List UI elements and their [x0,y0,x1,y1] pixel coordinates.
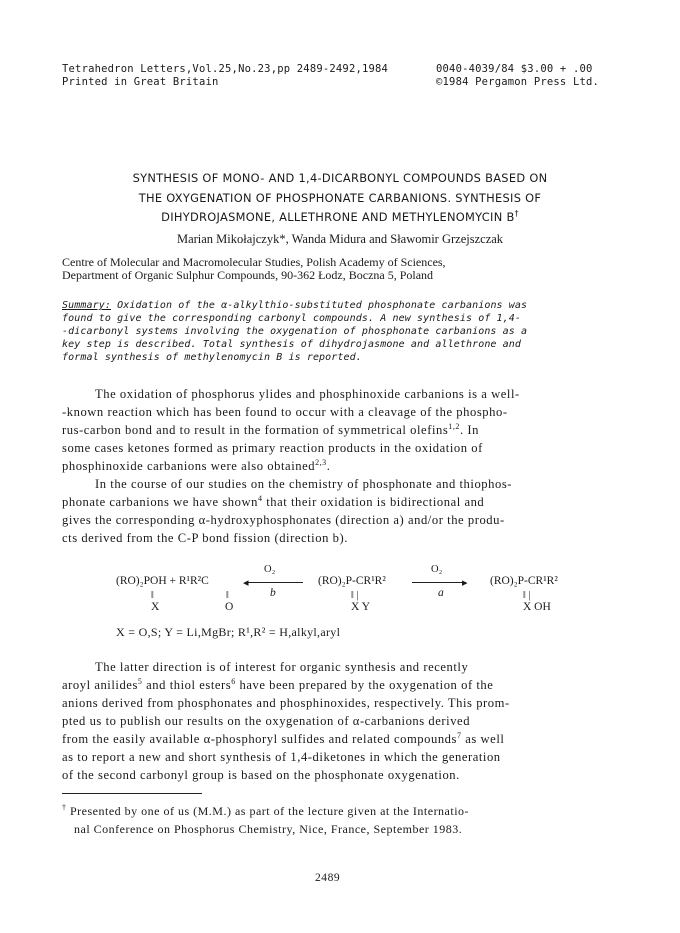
journal-citation: Tetrahedron Letters,Vol.25,No.23,pp 2489-2492,1984 [62,63,389,75]
scheme-right-compound: (RO)₂P-CR¹R² [490,575,558,587]
para3-line-7: of the second carbonyl group is based on the phosphonate oxygenation. [62,768,460,782]
affiliation-line-2: Department of Organic Sulphur Compounds, 90-362 Łodz, Boczna 5, Poland [62,268,434,282]
scheme-left-double-bond-c: ‖ [226,590,229,601]
para3-line-5a: from the easily available α-phosphoryl sulfides and related compounds [62,732,457,746]
summary-line-5: formal synthesis of methylenomycin B is reported. [62,352,362,363]
affiliation-line-1: Centre of Molecular and Macromolecular Studies, Polish Academy of Sciences, [62,255,446,269]
scheme-arrowhead-right: ▸ [462,576,468,589]
footnote-line-1 [62,804,469,819]
scheme-o2-right: O₂ [431,564,443,575]
scheme-left-o: O [225,601,234,613]
ref-2-3: 2,3 [315,458,327,467]
printed-in: Printed in Great Britain [62,76,219,88]
page-number: 2489 [315,872,341,884]
para2-line-2a: phonate carbanions we have shown [62,495,258,509]
para1-line-3b: . In [459,423,479,437]
authors: Marian Mikołajczyk*, Wanda Midura and Sławomir Grzejszczak [176,232,504,246]
scheme-left-x: X [151,601,160,613]
scheme-right-bonds: ‖ | [523,590,531,601]
para3-line-3: anions derived from phosphonates and phosphinoxides, respectively. This prom- [62,696,510,710]
footnote-dagger: † [62,803,67,812]
para3-line-2a: aroyl anilides [62,678,138,692]
ref-7: 7 [456,731,462,740]
scheme-definitions: X = O,S; Y = Li,MgBr; R¹,R² = H,alkyl,aryl [116,625,341,639]
scheme-direction-a: a [438,587,444,599]
para3-line-2c: have been prepared by the oxygenation of the [235,678,494,692]
scheme-middle-compound: (RO)₂P-CR¹R² [318,575,386,587]
title-line-2: THE OXYGENATION OF PHOSPHONATE CARBANIONS. SYNTHESIS OF [138,191,542,205]
para1-line-5a: phosphinoxide carbanions were also obtained [62,459,316,473]
copyright: ©1984 Pergamon Press Ltd. [436,76,600,88]
summary-label: Summary: [62,300,111,311]
para3-line-5 [62,732,504,747]
article-code: 0040-4039/84 $3.00 + .00 [436,63,593,75]
para2-line-2 [62,495,484,510]
summary-line-1 [62,300,527,311]
para1-line-4: some cases ketones formed as primary reaction products in the oxidation of [62,441,483,455]
footnote-rule [62,793,202,794]
para3-line-5b: as well [461,732,505,746]
scheme-left-double-bond-p: ‖ [151,590,154,601]
para2-line-4: cts derived from the C-P bond fission (direction b). [62,531,348,545]
ref-5: 5 [137,677,143,686]
title-line-3 [0,210,680,224]
summary-text-1: Oxidation of the α-alkylthio-substituted phosphonate carbanions was [110,300,528,311]
scheme-left-compounds: (RO)₂POH + R¹R²C [116,575,209,587]
scheme-right-substituents: X OH [523,601,551,613]
title-line-3-text: DIHYDROJASMONE, ALLETHRONE AND METHYLENOMYCIN B [161,210,515,224]
ref-4: 4 [257,494,263,503]
para1-line-1: The oxidation of phosphorus ylides and phosphinoxide carbanions is a well- [95,387,520,401]
title-line-1: SYNTHESIS OF MONO- AND 1,4-DICARBONYL COMPOUNDS BASED ON [132,171,548,185]
summary-line-3: -dicarbonyl systems involving the oxygenation of phosphonate carbanions as a [62,326,528,337]
para3-line-4: pted us to publish our results on the oxygenation of α-carbanions derived [62,714,471,728]
para2-line-2b: that their oxidation is bidirectional and [262,495,485,509]
ref-6: 6 [231,677,236,686]
summary-line-2: found to give the corresponding carbonyl compounds. A new synthesis of 1,4- [62,313,522,324]
para3-line-2 [62,678,493,693]
para1-line-3a: rus-carbon bond and to result in the formation of symmetrical olefins [62,423,449,437]
footnote-text-1: Presented by one of us (M.M.) as part of the lecture given at the Internatio- [70,804,470,818]
para3-line-2b: and thiol esters [142,678,232,692]
scheme-arrow-left [247,582,303,583]
para2-line-1: In the course of our studies on the chemistry of phosphonate and thiophos- [95,477,513,491]
footnote-line-2: nal Conference on Phosphorus Chemistry, Nice, France, September 1983. [74,822,463,836]
scheme-arrow-right [412,582,466,583]
summary-line-4: key step is described. Total synthesis of dihydrojasmone and allethrone and [62,339,522,350]
scheme-middle-bonds: ‖ | [351,590,359,601]
para1-line-3 [62,423,479,438]
para3-line-1: The latter direction is of interest for organic synthesis and recently [95,660,469,674]
scheme-middle-substituents: X Y [351,601,371,613]
ref-1-2: 1,2 [448,422,460,431]
title-dagger: † [514,209,519,218]
scheme-direction-b: b [270,587,276,599]
para1-line-5b: . [326,459,331,473]
scheme-arrowhead-left: ◂ [243,576,249,589]
para1-line-5 [62,459,330,474]
para2-line-3: gives the corresponding α-hydroxyphosphonates (direction a) and/or the produ- [62,513,505,527]
para3-line-6: as to report a new and short synthesis of 1,4-diketones in which the generation [62,750,501,764]
scheme-o2-left: O₂ [264,564,276,575]
para1-line-2: -known reaction which has been found to occur with a cleavage of the phospho- [62,405,508,419]
